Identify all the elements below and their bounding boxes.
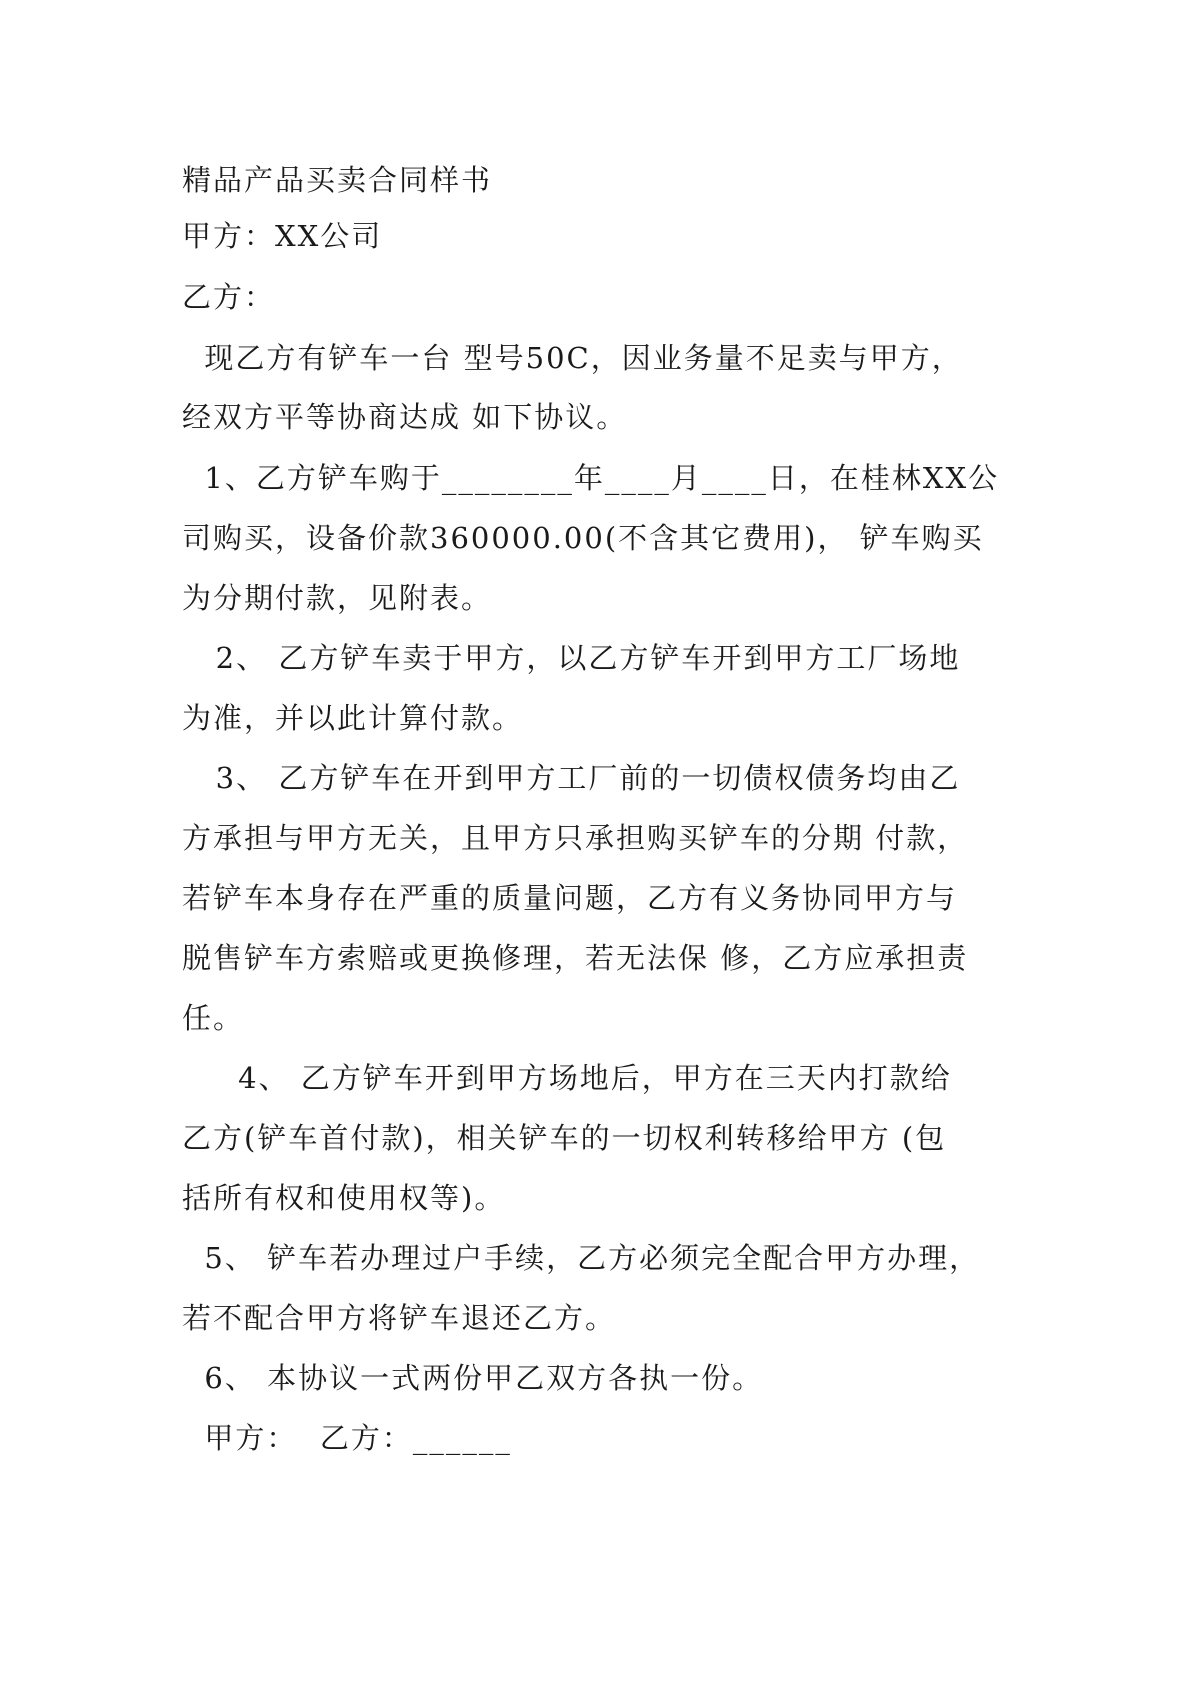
clause-4-line: 4、 乙方铲车开到甲方场地后，甲方在三天内打款给 [182, 1061, 952, 1095]
clause-2-line: 2、 乙方铲车卖于甲方，以乙方铲车开到甲方工厂场地 [182, 641, 961, 675]
clause-6-line: 6、 本协议一式两份甲乙双方各执一份。 [182, 1361, 764, 1395]
clause-3-line: 任。 [182, 1001, 245, 1035]
clause-3-line: 方承担与甲方无关，且甲方只承担购买铲车的分期 付款， [182, 821, 969, 855]
clause-3-line: 3、 乙方铲车在开到甲方工厂前的一切债权债务均由乙 [182, 761, 961, 795]
clause-2-line: 为准，并以此计算付款。 [182, 701, 524, 735]
clause-5-line: 若不配合甲方将铲车退还乙方。 [182, 1301, 617, 1335]
clause-1-line: 为分期付款，见附表。 [182, 581, 493, 615]
clause-5-line: 5、 铲车若办理过户手续，乙方必须完全配合甲方办理， [182, 1241, 981, 1275]
signature-line: 甲方： 乙方：______ [182, 1421, 512, 1455]
clause-4-line: 乙方(铲车首付款)，相关铲车的一切权利转移给甲方 (包 [182, 1121, 947, 1155]
clause-4-line: 括所有权和使用权等)。 [182, 1181, 506, 1215]
clause-3-line: 若铲车本身存在严重的质量问题，乙方有义务协同甲方与 [182, 881, 958, 915]
party-a-line: 甲方：XX公司 [182, 219, 383, 253]
intro-line: 经双方平等协商达成 如下协议。 [182, 400, 628, 434]
intro-line: 现乙方有铲车一台 型号50C，因业务量不足卖与甲方， [182, 341, 963, 375]
document-title: 精品产品买卖合同样书 [182, 163, 493, 197]
clause-3-line: 脱售铲车方索赔或更换修理，若无法保 修，乙方应承担责 [182, 941, 969, 975]
clause-1-line: 1、乙方铲车购于________年____月____日，在桂林XX公 [182, 461, 1000, 495]
party-b-line: 乙方： [182, 280, 276, 314]
clause-1-line: 司购买，设备价款360000.00(不含其它费用)， 铲车购买 [182, 521, 984, 555]
